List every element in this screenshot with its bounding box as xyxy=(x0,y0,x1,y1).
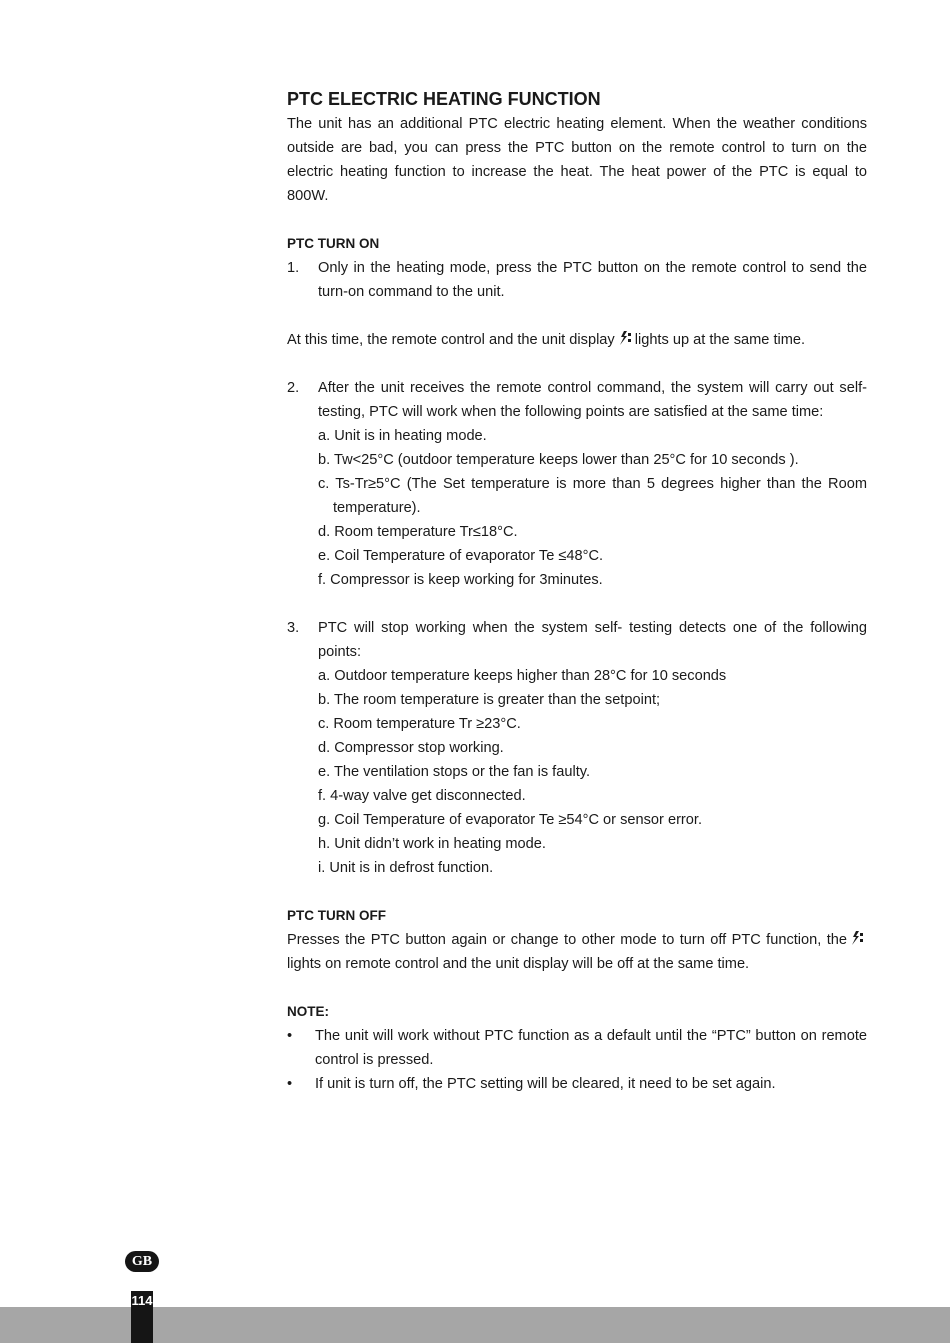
bullet-text: The unit will work without PTC function as a default until the “PTC” button on remote control is pressed. xyxy=(315,1028,867,1068)
list-item: c. Ts-Tr≥5°C (The Set temperature is more than 5 degrees higher than the Room temperature). xyxy=(318,476,867,516)
list-item: b. The room temperature is greater than the setpoint; xyxy=(318,692,661,708)
list-item: i. Unit is in defrost function. xyxy=(318,860,494,876)
note-heading: NOTE: xyxy=(287,1004,329,1019)
turn-off-text-after: lights on remote control and the unit display will be off at the same time. xyxy=(287,956,750,972)
bullet-text: If unit is turn off, the PTC setting will be cleared, it need to be set again. xyxy=(315,1076,776,1092)
list-item: a. Unit is in heating mode. xyxy=(318,428,487,444)
turn-off-text-before: Presses the PTC button again or change to other mode to turn off PTC function, the xyxy=(287,932,847,948)
language-badge: GB xyxy=(125,1251,159,1272)
bullet-icon: • xyxy=(287,1028,293,1044)
note-bullet xyxy=(287,1024,867,1072)
list-item: f. 4-way valve get disconnected. xyxy=(318,788,526,804)
turn-on-step-1 xyxy=(287,256,867,304)
turn-on-step-2 xyxy=(287,376,867,592)
page-content xyxy=(287,86,867,1096)
list-item: b. Tw<25°C (outdoor temperature keeps lower than 25°C for 10 seconds ). xyxy=(318,452,799,468)
list-item: d. Compressor stop working. xyxy=(318,740,504,756)
note-bullet xyxy=(287,1072,867,1096)
turn-off-heading: PTC TURN OFF xyxy=(287,908,386,923)
bullet-icon: • xyxy=(287,1076,293,1092)
ptc-heating-icon xyxy=(618,330,632,346)
list-item: g. Coil Temperature of evaporator Te ≥54°C or sensor error. xyxy=(318,812,703,828)
display-note-after: lights up at the same time. xyxy=(634,332,806,348)
list-item: c. Room temperature Tr ≥23°C. xyxy=(318,716,521,732)
list-item: f. Compressor is keep working for 3minutes. xyxy=(318,572,603,588)
list-item: e. Coil Temperature of evaporator Te ≤48°C. xyxy=(318,548,604,564)
turn-off-paragraph xyxy=(287,928,867,976)
step-number: 1. xyxy=(287,260,300,276)
list-item: d. Room temperature Tr≤18°C. xyxy=(318,524,518,540)
intro-paragraph: The unit has an additional PTC electric heating element. When the weather conditions outside are bad, you can press the PTC button on the remote control to turn on the electric heating function to increase the heat. The heat power of the PTC is equal to 800W. xyxy=(287,116,867,204)
stop-conditions-list xyxy=(318,664,867,880)
step-text: Only in the heating mode, press the PTC button on the remote control to send the turn-on command to the unit. xyxy=(318,260,867,300)
display-note-before: At this time, the remote control and the unit display xyxy=(287,332,615,348)
conditions-list xyxy=(318,424,867,592)
step-text: After the unit receives the remote control command, the system will carry out self-testing, PTC will work when the following points are satisfied at the same time: xyxy=(318,380,867,420)
list-item: a. Outdoor temperature keeps higher than 28°C for 10 seconds xyxy=(318,668,727,684)
turn-on-heading: PTC TURN ON xyxy=(287,236,380,251)
page-number: 114 xyxy=(131,1293,153,1308)
step-number: 2. xyxy=(287,380,300,396)
display-note xyxy=(287,328,867,352)
turn-on-step-3 xyxy=(287,616,867,880)
step-text: PTC will stop working when the system self- testing detects one of the following points: xyxy=(318,620,867,660)
step-number: 3. xyxy=(287,620,300,636)
page-title: PTC ELECTRIC HEATING FUNCTION xyxy=(287,89,601,109)
list-item: h. Unit didn’t work in heating mode. xyxy=(318,836,546,852)
ptc-heating-icon xyxy=(850,930,864,946)
list-item: e. The ventilation stops or the fan is faulty. xyxy=(318,764,591,780)
